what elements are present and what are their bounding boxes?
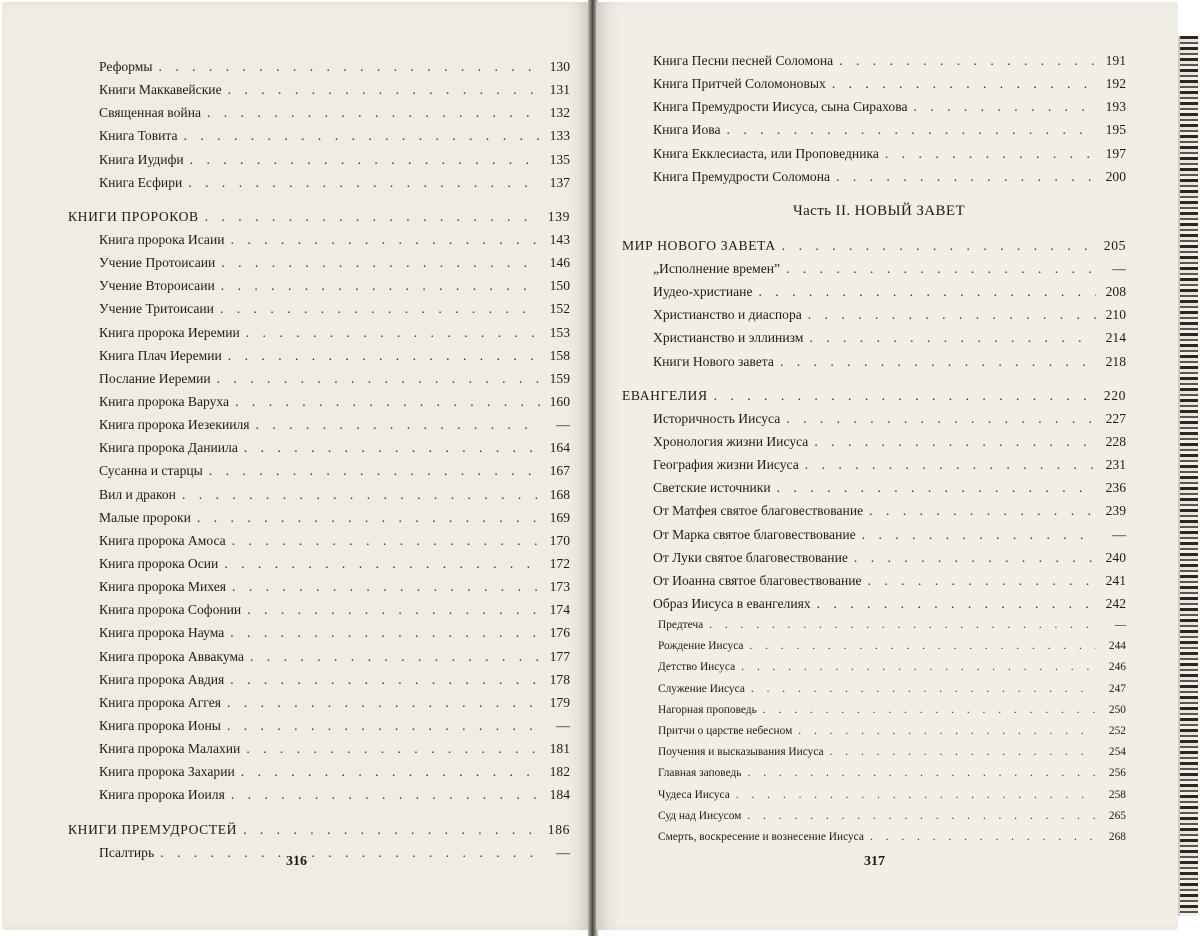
toc-dot-leader xyxy=(244,436,540,459)
toc-dot-leader xyxy=(231,228,540,251)
toc-entry-page: 152 xyxy=(549,301,570,317)
toc-entry-page: — xyxy=(1112,526,1126,542)
toc-entry-page: 153 xyxy=(549,324,570,340)
toc-dot-leader xyxy=(197,506,540,529)
toc-entry-row xyxy=(68,841,570,864)
toc-entry-page: 168 xyxy=(549,486,570,502)
toc-entry-row xyxy=(68,668,570,691)
toc-entry-page: 195 xyxy=(1105,122,1126,138)
toc-entry-row xyxy=(622,700,1126,721)
toc-entry-title: Книга пророка Иоиля xyxy=(99,787,225,803)
toc-dot-leader xyxy=(751,679,1096,700)
toc-entry-row xyxy=(68,101,570,124)
toc-entry-title: Историчность Иисуса xyxy=(653,410,781,426)
toc-entry-page: 132 xyxy=(549,105,570,121)
page-number-left: 316 xyxy=(286,854,307,869)
toc-dot-leader xyxy=(235,390,540,413)
toc-entry-title: Учение Тритоисаии xyxy=(99,301,214,317)
toc-dot-leader xyxy=(217,367,540,390)
toc-entry-page: — xyxy=(1114,619,1126,632)
toc-entry-title: Псалтирь xyxy=(99,844,155,860)
toc-dot-leader xyxy=(786,257,1096,280)
toc-entry-row xyxy=(622,657,1126,678)
toc-entry-title: От Луки святое благовествование xyxy=(653,549,848,565)
toc-dot-leader xyxy=(209,459,540,482)
toc-section-row xyxy=(68,818,570,841)
toc-entry-title: Книга Есфири xyxy=(99,174,183,190)
right-toc-list xyxy=(622,49,1126,848)
toc-entry-title: Книга Песни песней Соломона xyxy=(653,53,834,68)
toc-entry-title: Сусанна и старцы xyxy=(99,463,203,479)
toc-entry-title: Книга пророка Захарии xyxy=(99,764,235,780)
toc-entry-page: 256 xyxy=(1108,767,1126,780)
toc-entry-row xyxy=(68,367,570,390)
toc-entry-page: 197 xyxy=(1105,145,1126,161)
toc-entry-page: 173 xyxy=(549,579,570,595)
page-edge-stack xyxy=(1178,36,1198,916)
toc-entry-page: — xyxy=(556,844,570,860)
toc-entry-title: Книга пророка Малахии xyxy=(99,741,241,757)
toc-entry-title: Книга пророка Амоса xyxy=(99,532,226,548)
toc-entry-row xyxy=(68,598,570,621)
toc-entry-row xyxy=(68,413,570,436)
toc-entry-title: Смерть, воскресение и вознесение Иисуса xyxy=(658,830,864,843)
toc-dot-leader xyxy=(747,806,1096,827)
toc-entry-title: Послание Иеремии xyxy=(99,370,211,386)
toc-entry-page: — xyxy=(1112,260,1126,276)
toc-entry-row xyxy=(622,546,1126,569)
toc-dot-leader xyxy=(221,251,540,274)
toc-entry-title: Христианство и эллинизм xyxy=(653,330,804,346)
toc-dot-leader xyxy=(830,742,1096,763)
toc-entry-title: Детство Иисуса xyxy=(658,661,736,674)
toc-entry-row xyxy=(622,615,1126,636)
toc-entry-row xyxy=(622,742,1126,763)
toc-entry-title: Светские источники xyxy=(653,480,771,496)
toc-dot-leader xyxy=(220,297,540,320)
toc-entry-page: 231 xyxy=(1105,457,1126,473)
toc-dot-leader xyxy=(243,818,540,841)
toc-entry-page: 200 xyxy=(1105,168,1126,184)
toc-entry-row xyxy=(622,476,1126,499)
toc-entry-page: 241 xyxy=(1105,572,1126,588)
toc-dot-leader xyxy=(227,714,540,737)
toc-entry-title: Книги Маккавейские xyxy=(99,82,222,98)
toc-entry-row xyxy=(622,569,1126,592)
toc-entry-row xyxy=(622,592,1126,615)
toc-entry-page: 137 xyxy=(549,174,570,190)
toc-entry-row xyxy=(622,523,1126,546)
toc-dot-leader xyxy=(786,407,1096,430)
toc-entry-title: Книга Товита xyxy=(99,128,178,144)
toc-entry-row xyxy=(622,453,1126,476)
toc-entry-page: 218 xyxy=(1105,353,1126,369)
toc-entry-page: 184 xyxy=(549,787,570,803)
toc-entry-title: Книга пророка Софонии xyxy=(99,602,242,618)
toc-dot-leader xyxy=(839,49,1096,72)
toc-dot-leader xyxy=(868,569,1096,592)
toc-entry-page: 178 xyxy=(549,671,570,687)
toc-entry-page: 143 xyxy=(549,231,570,247)
toc-dot-leader xyxy=(748,763,1097,784)
toc-entry-page: 182 xyxy=(549,764,570,780)
toc-dot-leader xyxy=(814,430,1096,453)
toc-entry-row xyxy=(68,645,570,668)
toc-entry-row xyxy=(68,436,570,459)
toc-dot-leader xyxy=(782,234,1096,257)
toc-entry-page: 205 xyxy=(1103,237,1126,253)
toc-dot-leader xyxy=(228,78,540,101)
part-heading: Часть II. НОВЫЙ ЗАВЕТ xyxy=(792,202,966,219)
toc-dot-leader xyxy=(854,546,1096,569)
toc-dot-leader xyxy=(190,148,540,171)
toc-dot-leader xyxy=(232,575,540,598)
toc-entry-page: 139 xyxy=(547,208,570,224)
toc-dot-leader xyxy=(714,384,1096,407)
toc-dot-leader xyxy=(231,783,540,806)
toc-entry-title: Книга Екклесиаста, или Проповедника xyxy=(653,145,879,161)
toc-dot-leader xyxy=(256,413,540,436)
toc-entry-title: Книга пророка Аггея xyxy=(99,694,221,710)
toc-entry-page: 247 xyxy=(1108,682,1126,695)
toc-entry-page: 193 xyxy=(1105,99,1126,115)
toc-dot-leader xyxy=(798,721,1096,742)
toc-entry-row xyxy=(622,430,1126,453)
toc-section-row xyxy=(622,234,1126,257)
toc-entry-row xyxy=(622,763,1126,784)
toc-entry-title: Нагорная проповедь xyxy=(658,703,757,716)
toc-dot-leader xyxy=(230,668,540,691)
toc-entry-row xyxy=(68,506,570,529)
toc-entry-page: 244 xyxy=(1108,640,1126,653)
toc-entry-page: 177 xyxy=(549,648,570,664)
toc-entry-title: Книга пророка Ионы xyxy=(99,717,221,733)
toc-dot-leader xyxy=(741,657,1096,678)
toc-dot-leader xyxy=(805,453,1096,476)
toc-entry-page: 176 xyxy=(549,625,570,641)
toc-section-row xyxy=(622,384,1126,407)
toc-dot-leader xyxy=(913,95,1096,118)
toc-entry-title: От Матфея святое благовествование xyxy=(653,503,864,519)
toc-dot-leader xyxy=(160,841,540,864)
toc-dot-leader xyxy=(184,124,540,147)
toc-entry-title: Хронология жизни Иисуса xyxy=(653,433,809,449)
toc-entry-title: Христианство и диаспора xyxy=(653,307,802,323)
toc-entry-title: Книга пророка Даниила xyxy=(99,440,238,456)
toc-dot-leader xyxy=(230,621,540,644)
toc-dot-leader xyxy=(736,785,1096,806)
toc-dot-leader xyxy=(817,592,1096,615)
toc-entry-title: Образ Иисуса в евангелиях xyxy=(653,595,811,611)
toc-entry-title: Служение Иисуса xyxy=(658,682,745,695)
toc-entry-page: 133 xyxy=(549,128,570,144)
toc-entry-title: Священная война xyxy=(99,105,201,121)
toc-entry-page: 179 xyxy=(549,694,570,710)
toc-entry-row xyxy=(68,783,570,806)
toc-entry-row xyxy=(622,721,1126,742)
toc-entry-page: 131 xyxy=(549,82,570,98)
toc-entry-row xyxy=(68,529,570,552)
toc-entry-page: 228 xyxy=(1105,433,1126,449)
toc-entry-row xyxy=(68,575,570,598)
toc-entry-row xyxy=(68,55,570,78)
toc-entry-page: 159 xyxy=(549,370,570,386)
toc-entry-page: 227 xyxy=(1105,410,1126,426)
toc-entry-page: 220 xyxy=(1103,387,1126,403)
toc-entry-title: КНИГИ ПРЕМУДРОСТЕЙ xyxy=(68,821,238,837)
toc-entry-page: 258 xyxy=(1108,788,1126,801)
toc-entry-page: 268 xyxy=(1108,830,1126,843)
toc-dot-leader xyxy=(780,350,1096,373)
left-toc-list xyxy=(68,55,570,864)
toc-dot-leader xyxy=(709,615,1096,636)
toc-entry-title: Книга пророка Иеремии xyxy=(99,324,240,340)
toc-entry-row xyxy=(622,679,1126,700)
toc-entry-row xyxy=(68,552,570,575)
toc-entry-title: Книга пророка Осии xyxy=(99,555,219,571)
toc-entry-title: Книга пророка Иезекииля xyxy=(99,417,250,433)
toc-dot-leader xyxy=(159,55,540,78)
toc-dot-leader xyxy=(870,827,1096,848)
toc-entry-title: Книга Плач Иеремии xyxy=(99,347,222,363)
toc-entry-page: 150 xyxy=(549,278,570,294)
toc-entry-page: 130 xyxy=(549,59,570,74)
toc-entry-title: Книга пророка Наума xyxy=(99,625,225,641)
toc-entry-row xyxy=(622,806,1126,827)
toc-entry-row xyxy=(68,124,570,147)
toc-entry-title: Чудеса Иисуса xyxy=(658,788,730,801)
toc-entry-title: Суд над Иисусом xyxy=(658,809,742,822)
toc-entry-page: 158 xyxy=(549,347,570,363)
toc-dot-leader xyxy=(247,598,540,621)
toc-entry-page: 181 xyxy=(549,741,570,757)
right-page xyxy=(596,2,1178,930)
toc-dot-leader xyxy=(832,72,1096,95)
toc-entry-row xyxy=(68,737,570,760)
toc-entry-row xyxy=(622,49,1126,72)
toc-dot-leader xyxy=(809,326,1096,349)
toc-entry-title: МИР НОВОГО ЗАВЕТА xyxy=(622,237,776,253)
toc-dot-leader xyxy=(221,274,540,297)
toc-entry-page: 236 xyxy=(1105,480,1126,496)
toc-dot-leader xyxy=(808,303,1096,326)
toc-entry-title: Книга Премудрости Иисуса, сына Сирахова xyxy=(653,99,908,115)
toc-entry-title: От Иоанна святое благовествование xyxy=(653,572,862,588)
toc-entry-title: Реформы xyxy=(99,59,153,74)
toc-entry-row xyxy=(68,344,570,367)
toc-dot-leader xyxy=(862,523,1096,546)
page-number-right: 317 xyxy=(864,854,885,869)
toc-entry-row xyxy=(622,280,1126,303)
toc-entry-page: 174 xyxy=(549,602,570,618)
toc-dot-leader xyxy=(727,118,1096,141)
toc-entry-title: Книга Премудрости Соломона xyxy=(653,168,831,184)
toc-entry-title: От Марка святое благовествование xyxy=(653,526,856,542)
toc-dot-leader xyxy=(250,645,540,668)
toc-dot-leader xyxy=(885,142,1096,165)
toc-dot-leader xyxy=(246,737,540,760)
toc-entry-page: 172 xyxy=(549,555,570,571)
toc-entry-row xyxy=(68,459,570,482)
toc-entry-row xyxy=(622,165,1126,188)
toc-entry-title: Главная заповедь xyxy=(658,767,742,780)
toc-entry-page: 167 xyxy=(549,463,570,479)
toc-entry-page: 239 xyxy=(1105,503,1126,519)
toc-entry-title: Книга Иова xyxy=(653,122,721,138)
toc-dot-leader xyxy=(227,691,540,714)
toc-entry-row xyxy=(622,118,1126,141)
toc-entry-title: ЕВАНГЕЛИЯ xyxy=(622,387,708,403)
toc-entry-row xyxy=(68,321,570,344)
toc-entry-page: — xyxy=(556,717,570,733)
toc-entry-row xyxy=(68,171,570,194)
toc-entry-page: 252 xyxy=(1108,725,1126,738)
toc-entry-row xyxy=(68,483,570,506)
toc-entry-page: 214 xyxy=(1105,330,1126,346)
toc-entry-title: Вил и дракон xyxy=(99,486,176,502)
toc-section-row xyxy=(68,205,570,228)
toc-entry-row xyxy=(622,350,1126,373)
toc-entry-title: Книга пророка Исаии xyxy=(99,231,225,247)
toc-dot-leader xyxy=(777,476,1096,499)
toc-entry-title: Книга пророка Михея xyxy=(99,579,227,595)
toc-entry-title: Поучения и высказывания Иисуса xyxy=(658,746,824,759)
toc-entry-page: 242 xyxy=(1105,595,1126,611)
toc-entry-page: 254 xyxy=(1108,746,1126,759)
toc-dot-leader xyxy=(232,529,540,552)
toc-entry-row xyxy=(622,257,1126,280)
toc-entry-title: Иудео-христиане xyxy=(653,284,753,300)
toc-entry-title: Предтеча xyxy=(658,619,704,632)
toc-entry-row xyxy=(68,621,570,644)
toc-entry-title: Книга Притчей Соломоновых xyxy=(653,76,826,92)
toc-entry-title: Книги Нового завета xyxy=(653,353,774,369)
toc-entry-page: 208 xyxy=(1105,284,1126,300)
toc-entry-title: Книга пророка Варуха xyxy=(99,393,230,409)
toc-dot-leader xyxy=(205,205,540,228)
toc-entry-title: Рождение Иисуса xyxy=(658,640,744,653)
toc-entry-title: „Исполнение времен” xyxy=(653,260,781,276)
toc-dot-leader xyxy=(182,483,540,506)
toc-entry-row xyxy=(68,760,570,783)
toc-entry-row xyxy=(622,827,1126,848)
toc-entry-title: Учение Протоисаии xyxy=(99,255,216,271)
toc-entry-page: 192 xyxy=(1105,76,1126,92)
toc-dot-leader xyxy=(836,165,1096,188)
toc-dot-leader xyxy=(246,321,540,344)
toc-entry-row xyxy=(622,407,1126,430)
toc-entry-page: 250 xyxy=(1108,703,1126,716)
toc-entry-row xyxy=(622,95,1126,118)
toc-entry-row xyxy=(68,148,570,171)
toc-entry-title: Книга пророка Аввакума xyxy=(99,648,244,664)
toc-entry-page: 169 xyxy=(549,509,570,525)
toc-entry-page: 170 xyxy=(549,532,570,548)
toc-dot-leader xyxy=(749,636,1096,657)
toc-entry-row xyxy=(622,303,1126,326)
left-page xyxy=(2,2,590,930)
toc-entry-title: КНИГИ ПРОРОКОВ xyxy=(68,208,199,224)
toc-entry-row xyxy=(68,691,570,714)
toc-entry-row xyxy=(68,274,570,297)
toc-dot-leader xyxy=(224,552,540,575)
toc-entry-page: 210 xyxy=(1105,307,1126,323)
toc-entry-title: Учение Второисаии xyxy=(99,278,215,294)
toc-entry-title: Книга Иудифи xyxy=(99,151,184,167)
toc-entry-page: 135 xyxy=(549,151,570,167)
toc-entry-row xyxy=(622,142,1126,165)
toc-entry-row xyxy=(68,251,570,274)
toc-entry-page: 265 xyxy=(1108,809,1126,822)
toc-dot-leader xyxy=(207,101,540,124)
toc-entry-page: 191 xyxy=(1105,53,1126,68)
toc-entry-row xyxy=(622,785,1126,806)
toc-entry-page: 240 xyxy=(1105,549,1126,565)
toc-entry-row xyxy=(68,78,570,101)
toc-dot-leader xyxy=(759,280,1097,303)
toc-entry-row xyxy=(622,326,1126,349)
toc-entry-title: География жизни Иисуса xyxy=(653,457,799,473)
toc-entry-title: Малые пророки xyxy=(99,509,191,525)
toc-entry-row xyxy=(68,297,570,320)
toc-entry-row xyxy=(622,499,1126,522)
toc-entry-page: 146 xyxy=(549,255,570,271)
toc-entry-page: — xyxy=(556,417,570,433)
toc-entry-title: Притчи о царстве небесном xyxy=(658,725,793,738)
toc-entry-page: 160 xyxy=(549,393,570,409)
toc-dot-leader xyxy=(241,760,540,783)
toc-entry-page: 186 xyxy=(547,821,570,837)
toc-entry-page: 246 xyxy=(1108,661,1126,674)
toc-dot-leader xyxy=(188,171,540,194)
toc-dot-leader xyxy=(869,499,1096,522)
toc-entry-page: 164 xyxy=(549,440,570,456)
toc-entry-row xyxy=(68,714,570,737)
toc-dot-leader xyxy=(763,700,1096,721)
toc-entry-row xyxy=(622,72,1126,95)
toc-entry-row xyxy=(68,390,570,413)
toc-dot-leader xyxy=(228,344,540,367)
toc-entry-row xyxy=(68,228,570,251)
toc-entry-title: Книга пророка Авдия xyxy=(99,671,225,687)
toc-entry-row xyxy=(622,636,1126,657)
